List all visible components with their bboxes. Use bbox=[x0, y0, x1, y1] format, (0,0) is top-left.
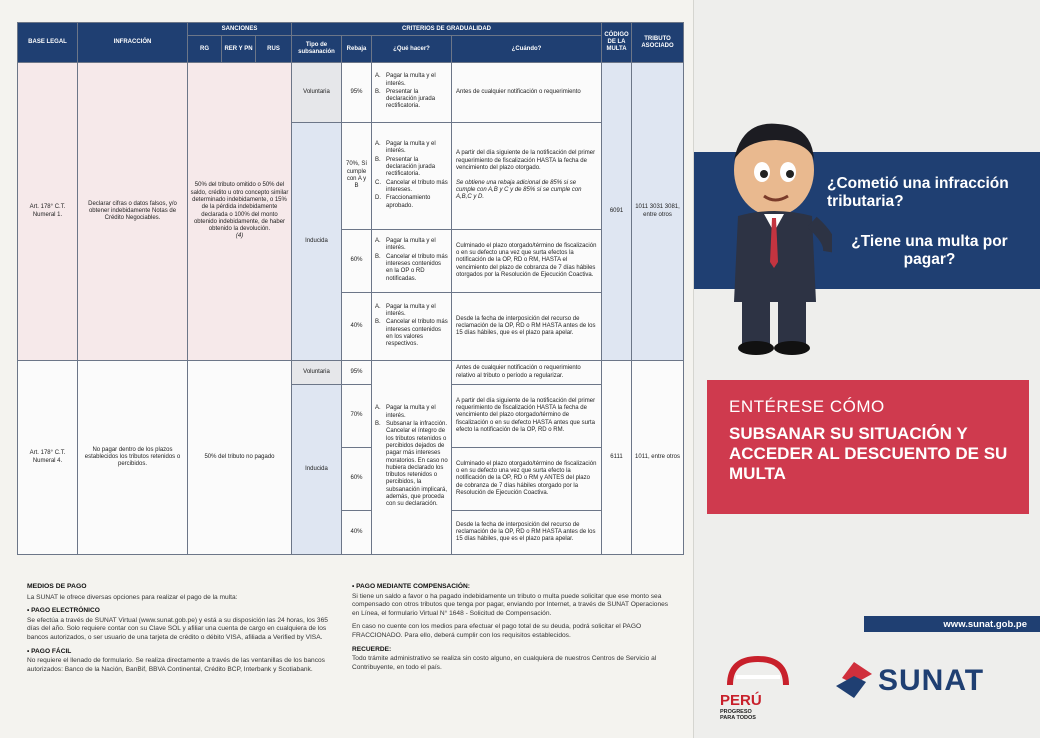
row2-cuando-3: Desde la fecha de interposición del recurso de reclamación de la OP, RD o RM HASTA antes de los 15 días hábiles, que es el plazo para apelar. bbox=[452, 511, 602, 555]
header-rg: RG bbox=[188, 36, 222, 63]
header-tipo: Tipo de subsanación bbox=[292, 36, 342, 63]
compensacion bbox=[352, 583, 677, 677]
question-1: ¿Cometió una infracción tributaria? bbox=[827, 175, 1009, 210]
row2-sancion: 50% del tributo no pagado bbox=[188, 361, 292, 555]
row1-cuando-0: Antes de cualquier notificación o requerimiento bbox=[452, 63, 602, 123]
row2-rebaja-0: 95% bbox=[342, 361, 372, 385]
header-infraccion: INFRACCIÓN bbox=[78, 23, 188, 63]
que-hacer-text: Cancelar el tributo más intereses. bbox=[386, 179, 448, 193]
row1-sancion bbox=[188, 63, 292, 361]
que-hacer-letter: A. bbox=[375, 405, 381, 412]
medios-de-pago bbox=[27, 583, 332, 679]
que-hacer-item bbox=[375, 421, 448, 509]
row2-cuando-1: A partir del día siguiente de la notificación del primer requerimiento de fiscalización HASTA la fecha de vencimiento del plazo otorgado/término de fiscalización o en su defecto HASTA antes que surta efecto la notificación de la OP, RD o RM. bbox=[452, 385, 602, 448]
que-hacer-letter: C. bbox=[375, 179, 381, 186]
header-rebaja: Rebaja bbox=[342, 36, 372, 63]
medios-intro: La SUNAT le ofrece diversas opciones para realizar el pago de la multa: bbox=[27, 593, 238, 601]
que-hacer-item bbox=[375, 141, 448, 156]
que-hacer-item bbox=[375, 238, 448, 253]
row1-que-2 bbox=[372, 230, 452, 293]
row1-base-legal: Art. 178° C.T. Numeral 1. bbox=[18, 63, 78, 361]
que-hacer-letter: A. bbox=[375, 73, 381, 80]
que-hacer-letter: D. bbox=[375, 195, 381, 202]
row1-cuando-1-text: A partir del día siguiente de la notificación del primer requerimiento de fiscalización HASTA la fecha de vencimiento del plazo otorgado. bbox=[456, 150, 596, 172]
header-cuando: ¿Cuándo? bbox=[452, 36, 602, 63]
row1-rebaja-2: 60% bbox=[342, 230, 372, 293]
enterese-heading: ENTÉRESE CÓMO bbox=[729, 397, 885, 416]
que-hacer-letter: B. bbox=[375, 421, 381, 428]
question-2: ¿Tiene una multa por pagar? bbox=[851, 233, 1008, 268]
que-hacer-letter: B. bbox=[375, 253, 381, 260]
peru-tagline: PROGRESO PARA TODOS bbox=[720, 709, 756, 721]
facil-text: No requiere el llenado de formulario. Se realiza directamente a través de las ventanillas de los bancos autorizados: Banco de la Nación, BanBif, BBVA Continental, Crédito BCP, Interbank y Scotiabank. bbox=[27, 657, 325, 673]
sunat-url[interactable]: www.sunat.gob.pe bbox=[864, 616, 1040, 632]
que-hacer-text: Cancelar el tributo más intereses contenidos en los valores respectivos. bbox=[386, 319, 448, 348]
header-base-legal: BASE LEGAL bbox=[18, 23, 78, 63]
header-rus: RUS bbox=[256, 36, 292, 63]
subsanar-heading: SUBSANAR SU SITUACIÓN Y ACCEDER AL DESCUENTO DE SU MULTA bbox=[729, 424, 1008, 483]
row2-que bbox=[372, 361, 452, 555]
row1-que-3 bbox=[372, 293, 452, 361]
row1-rebaja-0: 95% bbox=[342, 63, 372, 123]
peru-wordmark: PERÚ bbox=[720, 692, 762, 709]
row2-tributo: 1011, entre otros bbox=[632, 361, 684, 555]
header-rer-pn: RER Y PN bbox=[222, 36, 256, 63]
gradualidad-table bbox=[17, 22, 684, 555]
header-codigo: CÓDIGO DE LA MULTA bbox=[602, 23, 632, 63]
que-hacer-text: Subsanar la infracción. Cancelar el íntegro de los tributos retenidos o percibidos dejados de pagar más intereses moratorios. En caso no hubiera declarado los tributos retenidos o percibidos, la subsanación implicará, además, que proceda con su declaración. bbox=[386, 421, 448, 508]
que-hacer-item bbox=[375, 254, 448, 283]
que-hacer-item bbox=[375, 73, 448, 88]
que-hacer-item bbox=[375, 405, 448, 420]
que-hacer-text: Cancelar el tributo más intereses contenidos en la OP o RD notificadas. bbox=[386, 253, 448, 282]
header-que-hacer: ¿Qué hacer? bbox=[372, 36, 452, 63]
compensacion-title: • PAGO MEDIANTE COMPENSACIÓN: bbox=[352, 583, 470, 590]
cover-panel bbox=[693, 0, 1040, 738]
sunat-logo bbox=[832, 660, 1032, 700]
que-hacer-letter: B. bbox=[375, 319, 381, 326]
sunat-emblem-icon bbox=[832, 660, 876, 700]
row2-infraccion: No pagar dentro de los plazos establecidos los tributos retenidos o percibidos. bbox=[78, 361, 188, 555]
row1-codigo: 6091 bbox=[602, 63, 632, 361]
row1-infraccion: Declarar cifras o datos falsos, y/o obtener indebidamente Notas de Crédito Negociables. bbox=[78, 63, 188, 361]
que-hacer-text: Pagar la multa y el interés. bbox=[386, 405, 436, 419]
que-hacer-letter: A. bbox=[375, 141, 381, 148]
que-hacer-text: Pagar la multa y el interés. bbox=[386, 303, 436, 317]
que-hacer-item bbox=[375, 180, 448, 195]
row2-base-legal: Art. 178° C.T. Numeral 4. bbox=[18, 361, 78, 555]
row2-inducida: Inducida bbox=[292, 385, 342, 555]
row1-rebaja-3: 40% bbox=[342, 293, 372, 361]
que-hacer-text: Fraccionamiento aprobado. bbox=[386, 195, 431, 209]
medios-title: MEDIOS DE PAGO bbox=[27, 583, 87, 590]
que-hacer-item bbox=[375, 195, 448, 210]
row1-que-0 bbox=[372, 63, 452, 123]
que-hacer-text: Presentar la declaración jurada rectificatoria. bbox=[386, 156, 436, 178]
row1-rebaja-1: 70%, Sí cumple con A y B bbox=[342, 123, 372, 230]
que-hacer-item bbox=[375, 319, 448, 348]
row1-cuando-1-extra: Se obtiene una rebaja adicional de 85% si se cumple con A,B y C y de 85% si se cumple con A,B,C y D. bbox=[456, 179, 582, 201]
que-hacer-letter: A. bbox=[375, 238, 381, 245]
row1-voluntaria: Voluntaria bbox=[292, 63, 342, 123]
row2-codigo: 6111 bbox=[602, 361, 632, 555]
que-hacer-text: Pagar la multa y el interés. bbox=[386, 141, 436, 155]
row2-cuando-2: Culminado el plazo otorgado/término de fiscalización o en su defecto una vez que surta efecto la notificación de la OP, RD o RM y ANTES del plazo de cobranza de 7 días hábiles otorgado por la Resolución de Ejecución Coactiva. bbox=[452, 448, 602, 511]
que-hacer-text: Pagar la multa y el interés. bbox=[386, 238, 436, 252]
fraccionado-text: En caso no cuente con los medios para efectuar el pago total de su deuda, podrá solicitar el PAGO FRACCIONADO. Para ello, deberá cumplir con los requisitos establecidos. bbox=[352, 623, 642, 639]
recuerde-title: RECUERDE: bbox=[352, 645, 392, 653]
mascot-illustration bbox=[712, 112, 832, 357]
row1-cuando-2: Culminado el plazo otorgado/término de fiscalización o en su defecto una vez que surta efectos la notificación de la OP, RD o RM, HASTA el vencimiento del plazo de cobranza de 7 días hábiles otorgados por la Resolución de Ejecución Coactiva. bbox=[452, 230, 602, 293]
sunat-wordmark: SUNAT bbox=[878, 664, 985, 697]
row2-rebaja-2: 60% bbox=[342, 448, 372, 511]
row1-cuando-1 bbox=[452, 123, 602, 230]
header-criterios: CRITERIOS DE GRADUALIDAD bbox=[292, 23, 602, 36]
row2-cuando-0: Antes de cualquier notificación o requerimiento relativo al tributo o período a regularizar. bbox=[452, 361, 602, 385]
que-hacer-letter: A. bbox=[375, 303, 381, 310]
row1-cuando-3: Desde la fecha de interposición del recurso de reclamación de la OP, RD o RM HASTA antes de los 15 días hábiles, que es el plazo para apelar. bbox=[452, 293, 602, 361]
recuerde-text: Todo trámite administrativo se realiza sin costo alguno, en cualquiera de nuestros Centros de Servicio al Contribuyente, en todo el país. bbox=[352, 655, 657, 671]
row1-que-1 bbox=[372, 123, 452, 230]
header-sanciones: SANCIONES bbox=[188, 23, 292, 36]
row1-sancion-note: (4) bbox=[235, 233, 244, 240]
row2-rebaja-3: 40% bbox=[342, 511, 372, 555]
row1-sancion-text: 50% del tributo omitido o 50% del saldo, crédito u otro concepto similar determinado indebidamente, o 15% de la pérdida indebidamente declarada o 100% del monto obtenido indebidamente, de haber obtenido la devolución. bbox=[190, 182, 289, 233]
row1-tributo: 1011 3031 3081, entre otros bbox=[632, 63, 684, 361]
facil-title: • PAGO FÁCIL bbox=[27, 647, 72, 655]
peru-arch-icon bbox=[718, 655, 798, 687]
que-hacer-text: Presentar la declaración jurada rectificatoria. bbox=[386, 88, 436, 110]
que-hacer-item bbox=[375, 89, 448, 111]
que-hacer-item bbox=[375, 157, 448, 179]
que-hacer-letter: B. bbox=[375, 156, 381, 163]
electronico-title: • PAGO ELECTRÓNICO bbox=[27, 607, 100, 615]
electronico-text: Se efectúa a través de SUNAT Virtual (www.sunat.gob.pe) y está a su disposición las 24 horas, los 365 días del año. Solo requiere contar con su Clave SOL y afiliar una cuenta de cargo en cualquiera de los bancos autorizados, o ser usuario de una tarjeta de crédito o débito VISA, afiliada a Verified by VISA. bbox=[27, 616, 328, 641]
que-hacer-item bbox=[375, 304, 448, 319]
row2-rebaja-1: 70% bbox=[342, 385, 372, 448]
que-hacer-text: Pagar la multa y el interés. bbox=[386, 73, 436, 87]
header-tributo: TRIBUTO ASOCIADO bbox=[632, 23, 684, 63]
que-hacer-letter: B. bbox=[375, 88, 381, 95]
row1-inducida: Inducida bbox=[292, 123, 342, 361]
compensacion-text: Si tiene un saldo a favor o ha pagado indebidamente un tributo o multa puede solicitar que ese monto sea compensado con otros tributos que tenga por pagar, enviando por Internet, a través de SUNAT Operaciones en Línea, el formulario Virtual N° 1648 - Solicitud de Compensación. bbox=[352, 592, 669, 617]
peru-logo bbox=[718, 655, 798, 721]
row2-voluntaria: Voluntaria bbox=[292, 361, 342, 385]
